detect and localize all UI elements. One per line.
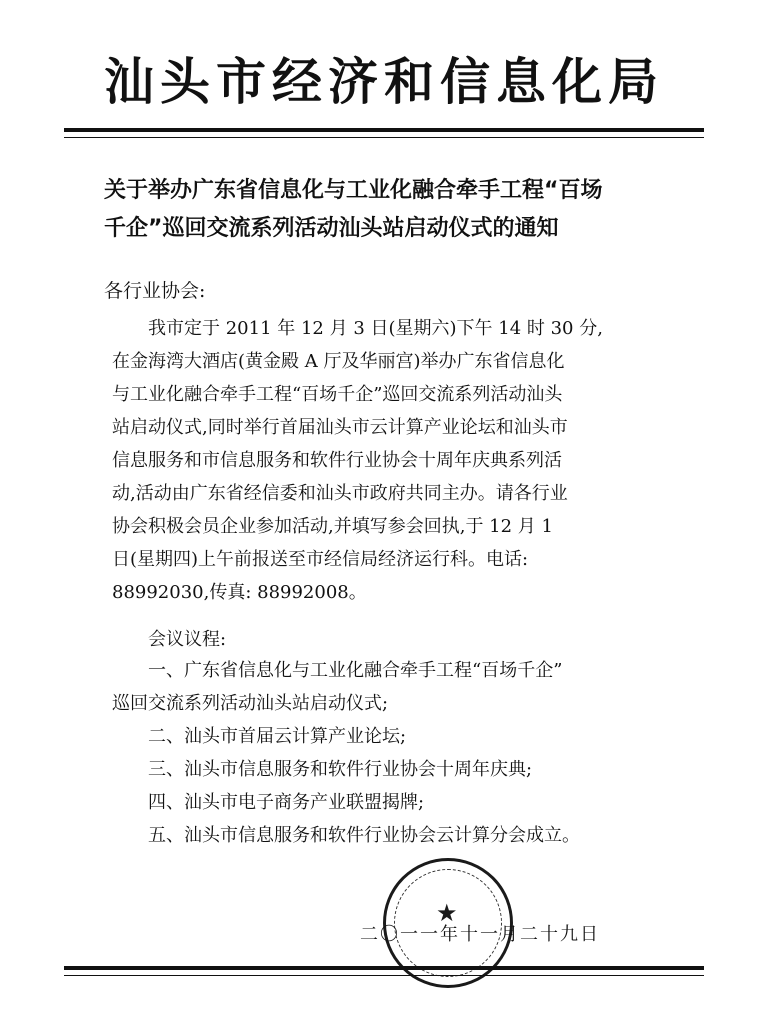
agenda-item: 一、广东省信息化与工业化融合牵手工程“百场千企”	[112, 660, 563, 681]
star-icon: ★	[436, 899, 458, 927]
agenda-item: 五、汕头市信息服务和软件行业协会云计算分会成立。	[112, 825, 580, 846]
issue-date: 二〇一一年十一月二十九日	[360, 924, 600, 945]
header-rule-thin	[64, 137, 704, 138]
paragraph-line: 协会积极会员企业参加活动,并填写参会回执,于 12 月 1	[112, 516, 553, 537]
notice-title	[104, 172, 664, 248]
agenda-heading: 会议议程:	[148, 629, 227, 650]
agenda-item: 巡回交流系列活动汕头站启动仪式;	[112, 693, 389, 714]
paragraph-line: 我市定于 2011 年 12 月 3 日(星期六)下午 14 时 30 分,	[112, 318, 603, 339]
notice-title-line-2: 千企”巡回交流系列活动汕头站启动仪式的通知	[104, 216, 559, 241]
paragraph-line: 动,活动由广东省经信委和汕头市政府共同主办。请各行业	[112, 483, 568, 504]
agenda-item: 三、汕头市信息服务和软件行业协会十周年庆典;	[112, 759, 533, 780]
paragraph-line: 88992030,传真: 88992008。	[112, 582, 367, 603]
paragraph-line: 与工业化融合牵手工程“百场千企”巡回交流系列活动汕头	[112, 384, 563, 405]
agenda-item: 二、汕头市首届云计算产业论坛;	[112, 726, 407, 747]
paragraph-line: 站启动仪式,同时举行首届汕头市云计算产业论坛和汕头市	[112, 417, 568, 438]
paragraph-line: 日(星期四)上午前报送至市经信局经济运行科。电话:	[112, 549, 529, 570]
footer-rule-thin	[64, 975, 704, 976]
agenda-item: 四、汕头市电子商务产业联盟揭牌;	[112, 792, 425, 813]
notice-title-line-1: 关于举办广东省信息化与工业化融合牵手工程“百场	[104, 178, 603, 203]
footer-rule-thick	[64, 966, 704, 970]
header-rule-thick	[64, 128, 704, 132]
paragraph-line: 信息服务和市信息服务和软件行业协会十周年庆典系列活	[112, 450, 562, 471]
salutation: 各行业协会:	[104, 280, 206, 302]
masthead-organization: 汕头市经济和信息化局	[104, 52, 664, 111]
paragraph-line: 在金海湾大酒店(黄金殿 A 厅及华丽宫)举办广东省信息化	[112, 351, 565, 372]
